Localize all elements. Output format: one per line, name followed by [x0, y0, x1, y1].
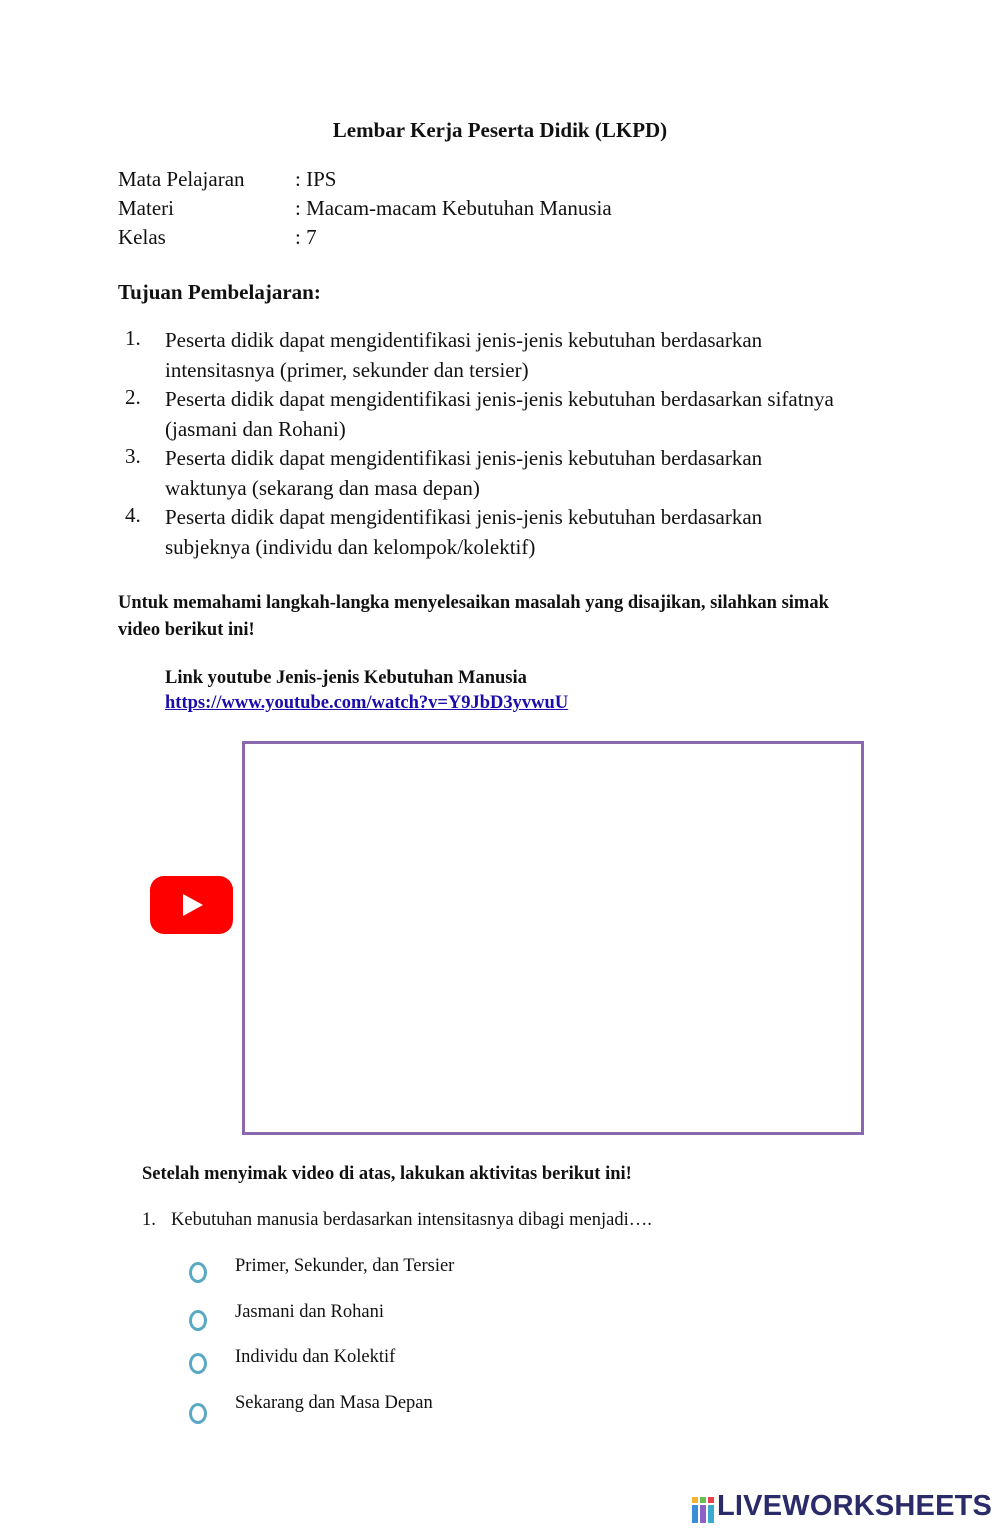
meta-label-class: Kelas	[118, 225, 166, 249]
goal-item	[165, 503, 885, 562]
goal-number: 1.	[125, 326, 141, 350]
meta-value-topic: : Macam-macam Kebutuhan Manusia	[295, 196, 612, 220]
option-label[interactable]: Primer, Sekunder, dan Tersier	[235, 1256, 455, 1276]
youtube-play-icon-svg	[150, 876, 233, 934]
goal-item	[165, 326, 885, 385]
instruction-line: video berikut ini!	[118, 619, 255, 640]
goal-number: 3.	[125, 444, 141, 468]
option-radio[interactable]	[189, 1353, 207, 1374]
goal-line: Peserta didik dapat mengidentifikasi jenis-jenis kebutuhan berdasarkan	[165, 328, 763, 352]
goal-item	[165, 444, 885, 503]
goal-line: Peserta didik dapat mengidentifikasi jenis-jenis kebutuhan berdasarkan sifatnya	[165, 387, 834, 411]
option-label[interactable]: Sekarang dan Masa Depan	[235, 1393, 433, 1413]
option-label[interactable]: Jasmani dan Rohani	[235, 1302, 385, 1322]
question-number: 1.	[142, 1210, 156, 1230]
option-radio[interactable]	[189, 1310, 207, 1331]
page-title: Lembar Kerja Peserta Didik (LKPD)	[332, 118, 668, 142]
goal-line: subjeknya (individu dan kelompok/kolektif)	[165, 534, 536, 559]
meta-label-subject: Mata Pelajaran	[118, 167, 245, 191]
goals-heading: Tujuan Pembelajaran:	[118, 280, 321, 304]
instruction-line: Untuk memahami langkah-langka menyelesaikan masalah yang disajikan, silahkan simak	[118, 593, 829, 613]
goal-number: 4.	[125, 503, 141, 527]
meta-label-topic: Materi	[118, 196, 174, 220]
instruction-text	[118, 590, 908, 643]
liveworksheets-logo-icon	[692, 1497, 714, 1523]
liveworksheets-logo-svg	[692, 1497, 714, 1523]
meta-value-subject: : IPS	[295, 167, 337, 191]
option-label[interactable]: Individu dan Kolektif	[235, 1347, 396, 1367]
option-radio[interactable]	[189, 1262, 207, 1283]
goal-line: waktunya (sekarang dan masa depan)	[165, 475, 480, 500]
goal-line: intensitasnya (primer, sekunder dan tersier)	[165, 357, 529, 382]
activity-heading: Setelah menyimak video di atas, lakukan aktivitas berikut ini!	[142, 1164, 632, 1184]
liveworksheets-brand: LIVEWORKSHEETS	[717, 1490, 993, 1522]
option-radio[interactable]	[189, 1403, 207, 1424]
video-link-label: Link youtube Jenis-jenis Kebutuhan Manusia	[165, 668, 527, 688]
video-embed-frame[interactable]	[242, 741, 864, 1135]
goal-item	[165, 385, 885, 444]
goal-line: (jasmani dan Rohani)	[165, 416, 346, 441]
youtube-play-icon[interactable]	[150, 876, 233, 934]
meta-value-class: : 7	[295, 225, 317, 249]
video-link-url[interactable]: https://www.youtube.com/watch?v=Y9JbD3yvwuU	[165, 693, 569, 713]
goal-number: 2.	[125, 385, 141, 409]
goal-line: Peserta didik dapat mengidentifikasi jenis-jenis kebutuhan berdasarkan	[165, 446, 763, 470]
question-text: Kebutuhan manusia berdasarkan intensitasnya dibagi menjadi….	[171, 1210, 652, 1230]
goal-line: Peserta didik dapat mengidentifikasi jenis-jenis kebutuhan berdasarkan	[165, 505, 763, 529]
